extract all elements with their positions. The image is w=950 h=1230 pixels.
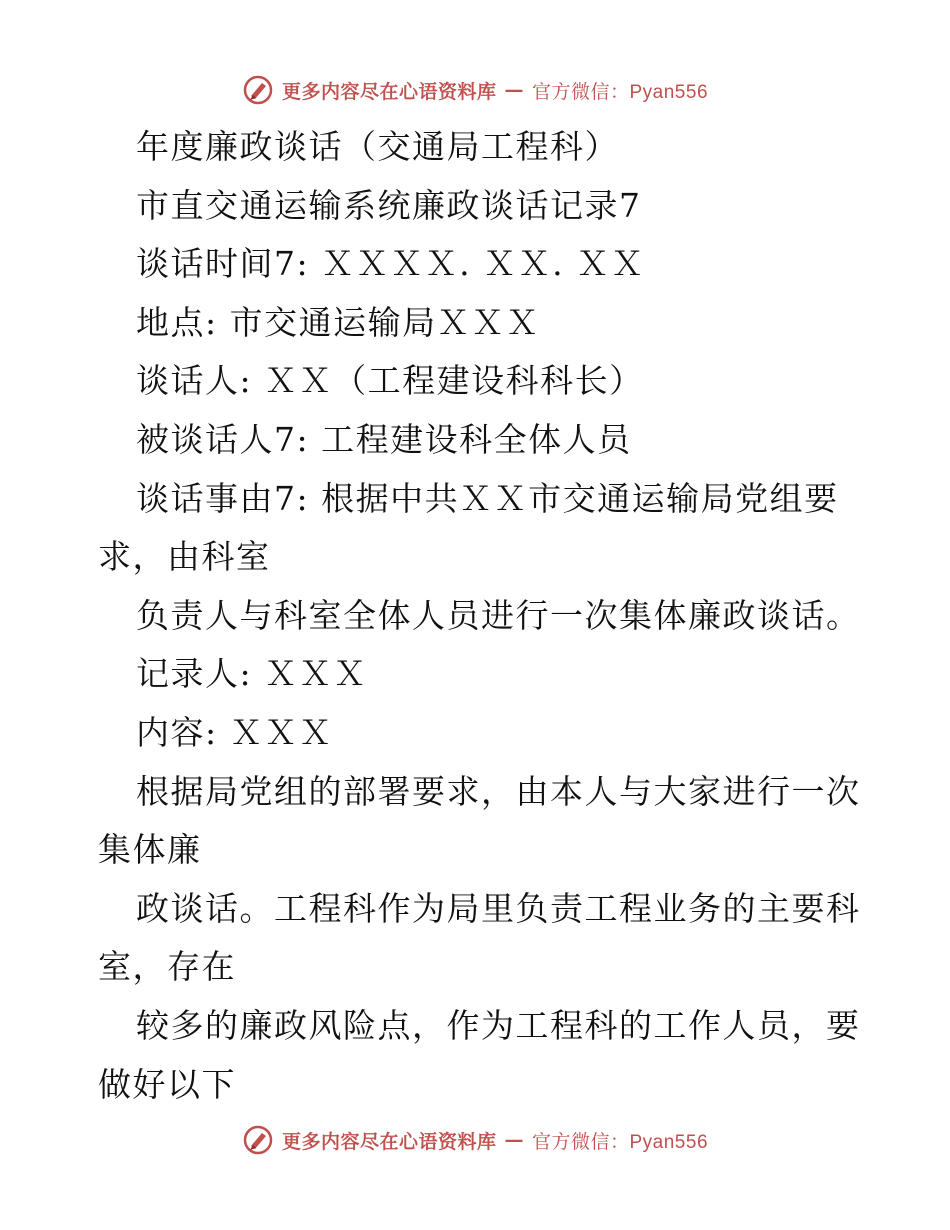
document-line: 根据局党组的部署要求，由本人与大家进行一次 bbox=[136, 771, 861, 811]
document-line: 记录人: ＸＸＸ bbox=[136, 654, 368, 694]
document-line: 地点: 市交通运输局ＸＸＸ bbox=[136, 302, 541, 342]
contact-label: 官方微信： bbox=[531, 1131, 630, 1153]
document-line: 被谈话人7: 工程建设科全体人员 bbox=[136, 419, 632, 459]
contact-id: Pyan556 bbox=[629, 1131, 709, 1153]
document-line: 负责人与科室全体人员进行一次集体廉政谈话。 bbox=[136, 595, 861, 635]
document-line: 内容: ＸＸＸ bbox=[136, 712, 334, 752]
document-line: 集体廉 bbox=[98, 830, 202, 870]
header-watermark bbox=[0, 74, 950, 106]
watermark-separator: — bbox=[504, 1129, 524, 1151]
document-body bbox=[98, 118, 861, 1114]
document-line: 做好以下 bbox=[98, 1064, 236, 1104]
footer-watermark bbox=[0, 1124, 950, 1156]
document-line: 求，由科室 bbox=[98, 537, 271, 577]
brand-logo-icon bbox=[242, 1124, 274, 1156]
contact-id: Pyan556 bbox=[629, 81, 709, 103]
watermark-separator: — bbox=[504, 79, 524, 101]
document-line: 市直交通运输系统廉政谈话记录7 bbox=[136, 185, 642, 225]
document-line: 较多的廉政风险点，作为工程科的工作人员，要 bbox=[136, 1005, 861, 1045]
watermark-text: 更多内容尽在心语资料库 bbox=[281, 1130, 497, 1153]
brand-logo-icon bbox=[242, 74, 274, 106]
document-line: 室，存在 bbox=[98, 947, 236, 987]
document-line: 谈话时间7: ＸＸＸＸ. ＸＸ. ＸＸ bbox=[136, 244, 646, 284]
document-line: 政谈话。工程科作为局里负责工程业务的主要科 bbox=[136, 888, 861, 928]
watermark-text: 更多内容尽在心语资料库 bbox=[281, 80, 497, 103]
document-line: 年度廉政谈话（交通局工程科） bbox=[136, 127, 619, 166]
document-line: 谈话事由7: 根据中共ＸＸ市交通运输局党组要 bbox=[136, 478, 839, 518]
watermark-contact bbox=[532, 1127, 708, 1154]
watermark-contact bbox=[532, 77, 708, 104]
contact-label: 官方微信： bbox=[531, 81, 630, 103]
document-line: 谈话人: ＸＸ（工程建设科科长） bbox=[136, 361, 644, 401]
